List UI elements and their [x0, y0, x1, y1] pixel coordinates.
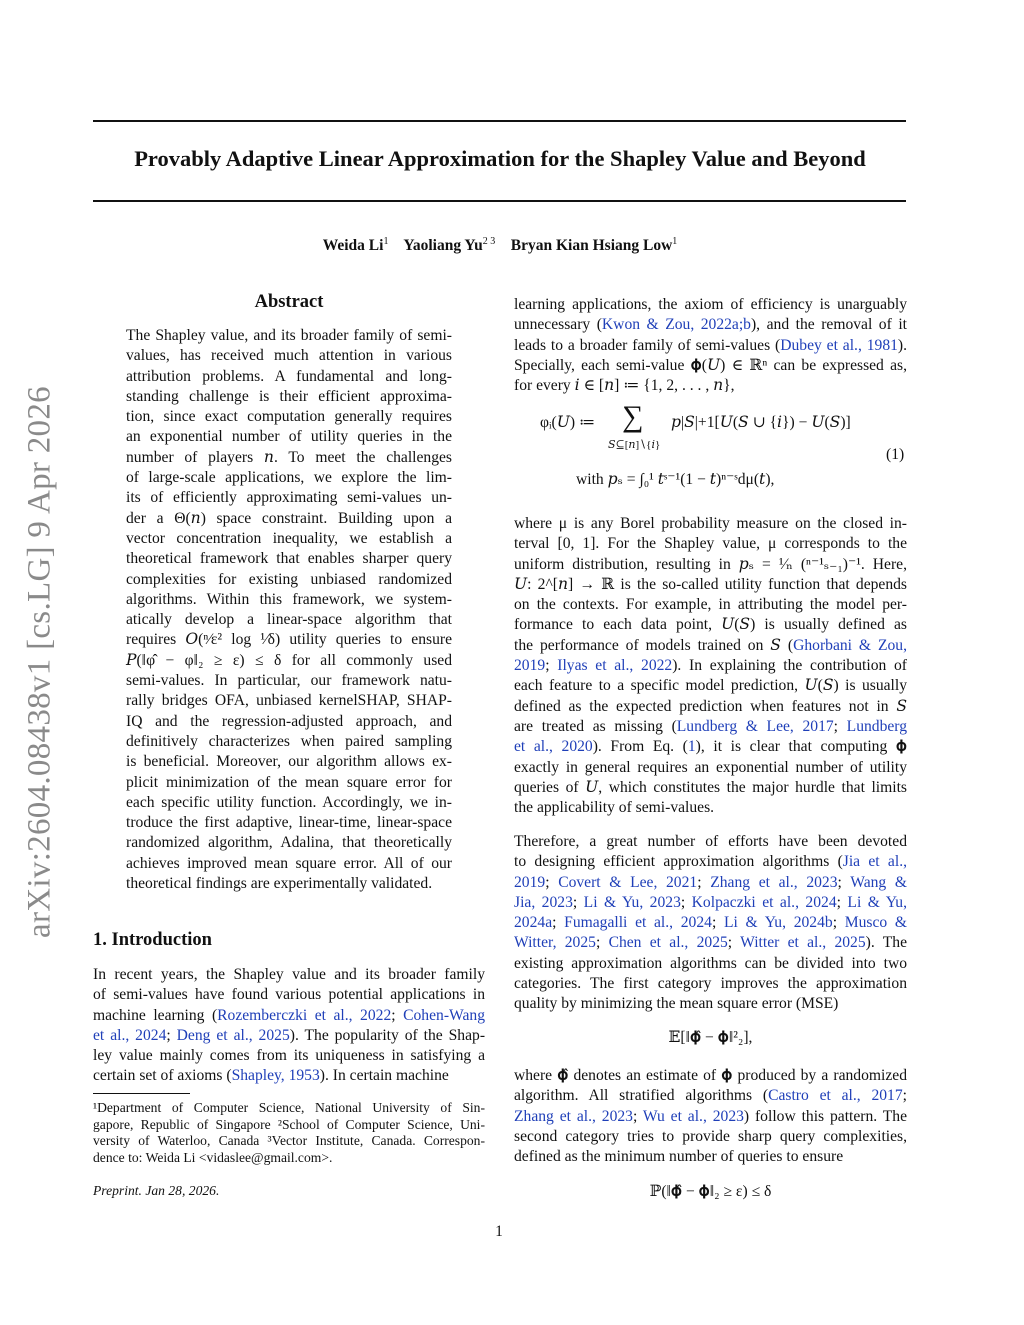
text-line [126, 833, 452, 853]
citation-link[interactable]: 2019 [514, 657, 546, 675]
text-line [93, 965, 485, 985]
citation-link[interactable]: Zhang et al., 2023 [514, 1107, 633, 1125]
text-segment: the applicability of semi-values. [514, 799, 715, 817]
text-line [126, 610, 452, 630]
introduction-paragraph [93, 965, 485, 1087]
text-line [514, 595, 907, 615]
text-line [126, 346, 452, 366]
text-line [126, 488, 452, 508]
text-segment: Specially, each semi-value 𝛟(𝑈) ∈ ℝⁿ can be expressed as, [514, 356, 907, 374]
text-line [514, 737, 907, 757]
author-name: Weida Li [322, 237, 384, 255]
text-line [514, 295, 907, 315]
text-segment: ¹Department of Computer Science, National University of Sin- [93, 1100, 485, 1115]
text-line [514, 913, 907, 933]
text-line [514, 514, 907, 534]
summation-symbol: ∑ [622, 400, 644, 433]
text-segment: uniform distribution, resulting in 𝑝ₛ = ¹⁄ₙ (ⁿ⁻¹ₛ₋₁)⁻¹. Here, [514, 555, 907, 573]
text-segment: gapore, Republic of Singapore ²School of Computer Science, Uni- [93, 1116, 485, 1132]
text-segment: theoretical framework that enables sharper query [126, 550, 452, 568]
text-segment: theoretical findings are experimentally validated. [126, 875, 433, 893]
text-line [514, 974, 907, 994]
text-segment: rally bridges OFA, unbiased kernelSHAP, SHAP- [126, 692, 452, 710]
text-line [126, 570, 452, 590]
text-line [514, 656, 907, 676]
eq1-weights: with 𝑝ₛ = ∫₀¹ 𝑡ˢ⁻¹(1 − 𝑡)ⁿ⁻ˢdμ(𝑡), [576, 471, 775, 488]
text-segment: its of efficiently approximating semi-values un- [126, 489, 452, 507]
text-line [514, 832, 907, 852]
text-line [514, 994, 907, 1014]
text-line [126, 651, 452, 671]
preprint-date: Preprint. Jan 28, 2026. [93, 1183, 220, 1198]
text-line [514, 697, 907, 717]
citation-link[interactable]: et al., 2024 [93, 1026, 167, 1044]
text-line [514, 798, 907, 818]
text-segment: vector concentration inequality, we establish a [126, 529, 452, 547]
arxiv-stamp: arXiv:2604.08438v1 [cs.LG] 9 Apr 2026 [21, 386, 58, 938]
text-segment: ; [595, 934, 609, 952]
text-segment: dence to: Weida Li <vidaslee@gmail.com>. [93, 1149, 333, 1165]
footnote-affiliations [93, 1100, 485, 1166]
text-segment: defined as the expected prediction when features not in 𝑆 [514, 697, 907, 715]
text-segment: ; [902, 1087, 907, 1105]
citation-link[interactable]: Kwon & Zou, 2022a;b [601, 316, 751, 334]
text-line [514, 1147, 907, 1167]
equation-number: (1) [886, 446, 905, 463]
text-segment: each feature to a specific model prediction, 𝑈(𝑆) is usually [514, 677, 907, 695]
text-line [126, 691, 452, 711]
introduction-heading: 1. Introduction [93, 930, 212, 950]
text-segment: complexities for existing unbiased randomized [126, 570, 452, 588]
text-line [126, 427, 452, 447]
text-line [514, 1086, 907, 1106]
text-line [514, 376, 907, 396]
text-segment: where 𝛟̂ denotes an estimate of 𝛟 produced by a randomized [514, 1067, 907, 1084]
text-segment: to designing efficient approximation algorithms ( [514, 853, 843, 871]
text-line [514, 1127, 907, 1147]
text-line [126, 468, 452, 488]
text-segment: ; [680, 893, 692, 911]
author-affiliation: 1 [672, 236, 678, 247]
text-segment: ; [711, 914, 724, 932]
text-line [126, 529, 452, 549]
citation-link[interactable]: Fumagalli et al., 2024 [564, 914, 712, 932]
text-line [126, 854, 452, 874]
right-paragraph-2 [514, 514, 907, 818]
right-paragraph-3 [514, 832, 907, 1015]
text-line [93, 1133, 485, 1150]
text-segment: for every 𝑖 ∈ [𝑛] ≔ {1, 2, . . . , 𝑛}, [514, 377, 735, 395]
text-line [514, 893, 907, 913]
text-line [514, 1107, 907, 1127]
text-line [93, 1117, 485, 1134]
citation-link[interactable]: Witter et al., 2025 [740, 934, 866, 952]
text-line [126, 448, 452, 468]
page-number: 1 [495, 1223, 503, 1240]
text-segment: leads to a broader family of semi-values ( [514, 336, 781, 354]
text-line [93, 1006, 485, 1026]
text-segment: requires 𝑂(ⁿ⁄ε² log ¹⁄δ) utility queries to ensure [126, 631, 452, 649]
text-line [514, 356, 907, 376]
text-line [514, 758, 907, 778]
text-line [93, 1066, 485, 1086]
title-rule-bottom [93, 200, 906, 202]
citation-link[interactable]: Shapley, 1953 [231, 1067, 320, 1085]
text-segment: ; [572, 893, 584, 911]
text-line [514, 615, 907, 635]
text-line [514, 954, 907, 974]
text-line [514, 315, 907, 335]
text-segment: der a Θ(𝑛) space constraint. Building upon a [126, 509, 452, 527]
text-line [126, 712, 452, 732]
citation-link[interactable]: Chen et al., 2025 [608, 934, 728, 952]
text-segment: values, has received much attention in various [126, 347, 452, 365]
citation-link[interactable]: Kolpaczki et al., 2024 [691, 893, 837, 911]
text-line [126, 874, 452, 894]
text-segment: versity of Waterloo, Canada ³Vector Institute, Canada. Correspon- [93, 1133, 485, 1149]
text-segment: is beneficial. Moreover, our algorithm allows ex- [126, 753, 452, 771]
right-paragraph-4 [514, 1066, 907, 1167]
paper-title: Provably Adaptive Linear Approximation for the Shapley Value and Beyond [134, 146, 866, 171]
text-segment: ). The popularity of the Shap- [289, 1026, 486, 1044]
text-segment: ) follow this pattern. The [743, 1107, 908, 1125]
citation-link[interactable]: 2024a [514, 914, 553, 932]
text-line [514, 1066, 907, 1086]
citation-link[interactable]: 1 [687, 738, 696, 756]
text-segment: ). [897, 336, 908, 354]
text-segment: categories. The first category improves the approximation [514, 975, 907, 993]
text-segment: plicit minimization of the mean square error for [126, 773, 452, 791]
text-segment: ; [836, 893, 848, 911]
text-line [126, 326, 452, 346]
citation-link[interactable]: Musco & [844, 914, 907, 932]
text-segment: 𝑈: 2^[𝑛] → ℝ is the so-called utility function that depends [514, 575, 907, 593]
text-segment: ). The [865, 934, 907, 952]
author-affiliation: 1 [383, 236, 389, 247]
text-line [514, 852, 907, 872]
text-line [514, 534, 907, 554]
text-line [514, 555, 907, 575]
text-line [93, 1026, 485, 1046]
text-segment: ). In explaining the contribution of [672, 657, 907, 675]
text-line [126, 387, 452, 407]
abstract-heading: Abstract [254, 292, 324, 312]
text-segment: randomized algorithm, Adalina, that theoretically [126, 834, 452, 852]
text-segment: the performance of models trained on 𝑆 ( [514, 636, 794, 654]
text-line [126, 630, 452, 650]
text-segment: queries of 𝑈, which constitutes the major hurdle that limits [514, 778, 907, 796]
text-segment: are treated as missing ( [514, 717, 677, 735]
text-line [126, 752, 452, 772]
summation-subscript: 𝑆⊆[𝑛]∖{𝑖} [608, 439, 661, 451]
text-line [514, 778, 907, 798]
text-segment: ; [545, 657, 558, 675]
citation-link[interactable]: Covert & Lee, 2021 [558, 873, 698, 891]
text-segment: semi-values. In particular, our framework natu- [126, 672, 452, 690]
text-line [93, 1100, 485, 1117]
citation-link[interactable]: Ghorbani & Zou, [793, 636, 908, 654]
text-segment: ; [632, 1107, 643, 1125]
query-complexity-equation: ℙ(‖𝛟̂ − 𝛟‖₂ ≥ ε) ≤ δ [649, 1183, 772, 1200]
text-segment: achieves improved mean square error. All of our [126, 854, 452, 872]
citation-link[interactable]: Li & Yu, 2023 [583, 893, 681, 911]
text-segment: ; [832, 914, 845, 932]
text-segment: certain set of axioms ( [93, 1067, 232, 1085]
text-segment: terval [0, 1]. For the Shapley value, μ corresponds to the [514, 535, 907, 553]
text-line [126, 773, 452, 793]
text-segment: existing approximation algorithms can be divided into two [514, 954, 907, 972]
text-segment: ; [727, 934, 741, 952]
text-segment: atically develop a linear-space algorithm that [126, 611, 452, 629]
text-segment: ; [391, 1006, 404, 1024]
text-line [126, 590, 452, 610]
text-segment: number of players 𝑛. To meet the challenges [126, 448, 452, 466]
citation-link[interactable]: Dubey et al., 1981 [780, 336, 898, 354]
text-line [126, 732, 452, 752]
text-segment: tion, since exact computation generally requires [126, 408, 452, 426]
text-line [126, 407, 452, 427]
citation-link[interactable]: Jia et al., [842, 853, 907, 871]
citation-link[interactable]: Zhang et al., 2023 [710, 873, 838, 891]
text-segment: formance to each data point, 𝑈(𝑆) is usually defined as [514, 616, 907, 634]
text-segment: The Shapley value, and its broader family of semi- [126, 327, 452, 344]
text-segment: an exponential number of utility queries in the [126, 428, 452, 446]
text-line [514, 636, 907, 656]
citation-link[interactable]: Cohen-Wang [403, 1006, 485, 1024]
text-segment: 𝑃(‖φ̂ − φ‖₂ ≥ ε) ≤ δ for all commonly used [126, 651, 452, 669]
citation-link[interactable]: Jia, 2023 [514, 893, 573, 911]
text-line [126, 793, 452, 813]
text-line [126, 549, 452, 569]
text-segment: exactly in general requires an exponential number of utility [514, 758, 907, 776]
text-line [126, 813, 452, 833]
text-line [93, 1046, 485, 1066]
text-line [514, 873, 907, 893]
text-line [514, 575, 907, 595]
text-segment: troduce the first adaptive, linear-time, linear-space [126, 814, 452, 832]
citation-link[interactable]: Rozemberczki et al., 2022 [217, 1006, 392, 1024]
citation-link[interactable]: Witter, 2025 [514, 934, 596, 952]
citation-link[interactable]: Castro et al., 2017 [768, 1087, 903, 1105]
citation-link[interactable]: Deng et al., 2025 [176, 1026, 290, 1044]
text-line [514, 717, 907, 737]
text-segment: algorithm. All stratified algorithms ( [514, 1087, 769, 1105]
text-segment: second category tries to provide sharp query complexities, [514, 1127, 907, 1145]
text-segment: ; [552, 914, 565, 932]
text-segment: ). In certain machine [319, 1067, 449, 1085]
author-name: Yaoliang Yu [403, 237, 483, 255]
text-segment: of semi-values have found various potential applications in [93, 986, 485, 1004]
text-line [93, 1150, 485, 1167]
text-segment: unnecessary ( [514, 316, 602, 334]
text-segment: standing challenge is their efficient approxima- [126, 387, 452, 405]
text-line [126, 509, 452, 529]
citation-link[interactable]: Lundberg & Lee, 2017 [676, 717, 834, 735]
citation-link[interactable]: Wang & [850, 873, 908, 891]
text-line [514, 676, 907, 696]
citation-link[interactable]: Ilyas et al., 2022 [557, 657, 673, 675]
abstract-body [126, 326, 452, 894]
text-segment: ; [166, 1026, 177, 1044]
author-list [0, 236, 1000, 255]
eq1-rhs: 𝑝|𝑆|+1[𝑈(𝑆 ∪ {𝑖}) − 𝑈(𝑆)] [671, 414, 851, 431]
citation-link[interactable]: Wu et al., 2023 [642, 1107, 744, 1125]
text-line [514, 336, 907, 356]
text-segment: where μ is any Borel probability measure on the closed in- [514, 515, 907, 532]
citation-link[interactable]: et al., 2020 [514, 738, 593, 756]
text-segment: Therefore, a great number of efforts have been devoted [514, 833, 907, 850]
right-paragraph-1 [514, 295, 907, 396]
text-segment: In recent years, the Shapley value and its broader family [93, 966, 485, 983]
text-segment: ). From Eq. ( [592, 738, 688, 756]
eq1-lhs: φᵢ(𝑈) ≔ [540, 414, 596, 431]
text-segment: ), and the removal of it [750, 316, 907, 334]
title-rule-top [93, 120, 906, 122]
citation-link[interactable]: 2019 [514, 873, 546, 891]
mse-equation: 𝔼[‖𝛟̂ − 𝛟‖²₂], [668, 1029, 753, 1046]
text-segment: defined as the minimum number of queries to ensure [514, 1148, 844, 1166]
text-line [126, 671, 452, 691]
text-segment: ; [697, 873, 711, 891]
author-affiliation: 2 3 [482, 236, 496, 247]
text-segment: quality by minimizing the mean square error (MSE) [514, 995, 839, 1013]
text-line [514, 933, 907, 953]
footnote-rule [93, 1093, 190, 1094]
text-line [126, 367, 452, 387]
citation-link[interactable]: Li & Yu, [847, 893, 907, 911]
text-segment: definitively characterizes when paired sampling [126, 732, 452, 750]
text-segment: on the contexts. For example, in attributing the model per- [514, 596, 907, 614]
text-segment: each specific utility function. Accordingly, we in- [126, 793, 452, 811]
text-segment: ; [833, 717, 847, 735]
text-segment: IQ and the regression-adjusted approach, and [126, 712, 452, 730]
text-segment: ; [545, 873, 559, 891]
text-segment: machine learning ( [93, 1006, 218, 1024]
citation-link[interactable]: Li & Yu, 2024b [723, 914, 833, 932]
text-segment: learning applications, the axiom of efficiency is unarguably [514, 296, 907, 313]
author-name: Bryan Kian Hsiang Low [510, 237, 673, 255]
text-segment: ley value mainly comes from its uniqueness in satisfying a [93, 1047, 485, 1065]
text-segment: of large-scale applications, we explore the lim- [126, 469, 452, 487]
citation-link[interactable]: Lundberg [846, 717, 908, 735]
text-segment: algorithms. Within this framework, we system- [126, 590, 452, 608]
text-line [93, 985, 485, 1005]
text-segment: attribution problems. A fundamental and long- [126, 367, 452, 385]
text-segment: ), it is clear that computing 𝛟 [695, 738, 907, 756]
text-segment: ; [837, 873, 851, 891]
